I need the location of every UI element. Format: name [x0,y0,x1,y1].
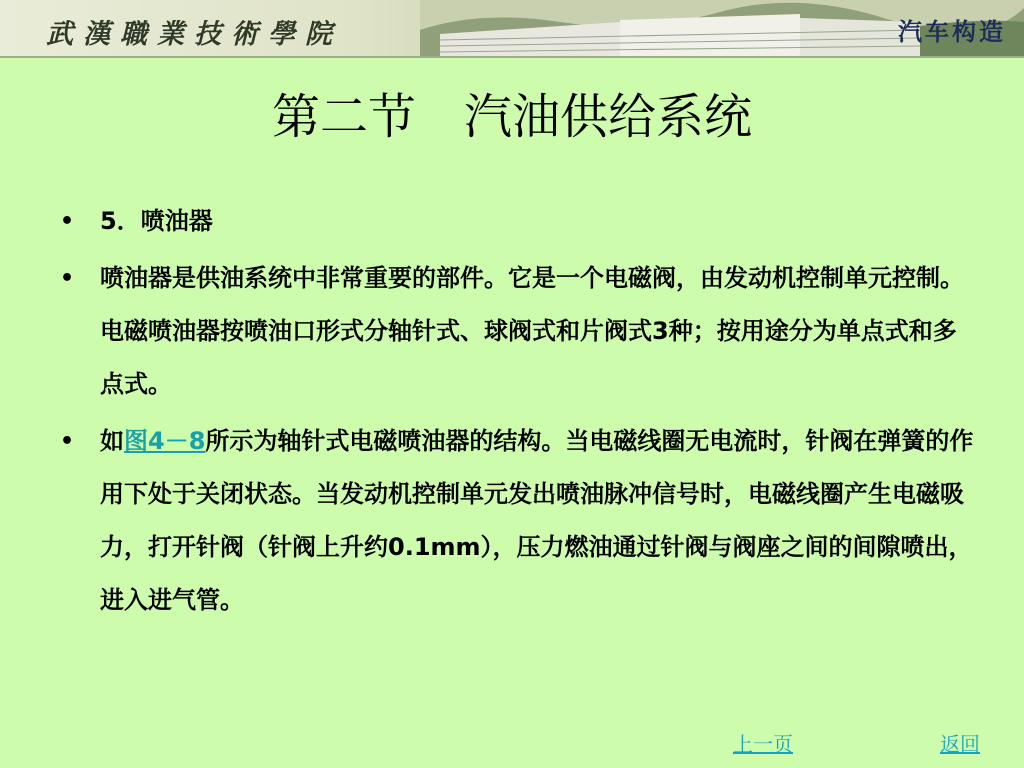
bullet-item [60,415,980,627]
course-name: 汽车构造 [898,18,1006,46]
bullet-text-prefix: 如 [100,427,124,455]
bullet-dot: • [60,209,75,234]
bullet-text-suffix: 所示为轴针式电磁喷油器的结构。当电磁线圈无电流时，针阀在弹簧的作用下处于关闭状态。当发动机控制单元发出喷油脉冲信号时，电磁线圈产生电磁吸力，打开针阀（针阀上升约0.1mm），压力燃油通过针阀与阀座之间的间隙喷出，进入进气管。 [100,427,974,614]
bullet-item [60,252,980,411]
bullet-text: 5．喷油器 [100,207,213,235]
figure-link[interactable]: 图4－8 [124,427,206,455]
header-banner [0,0,1024,58]
school-name: 武漢職業技術學院 [46,19,342,50]
bullet-item [60,195,980,248]
bullet-list [60,195,980,631]
prev-page-link[interactable]: 上一页 [733,732,793,756]
slide-title: 第二节 汽油供给系统 [271,89,752,145]
bullet-dot: • [60,266,75,291]
back-link[interactable]: 返回 [940,732,980,756]
bullet-text: 喷油器是供油系统中非常重要的部件。它是一个电磁阀，由发动机控制单元控制。电磁喷油器按喷油口形式分轴针式、球阀式和片阀式3种；按用途分为单点式和多点式。 [100,264,964,398]
bullet-dot: • [60,429,75,454]
